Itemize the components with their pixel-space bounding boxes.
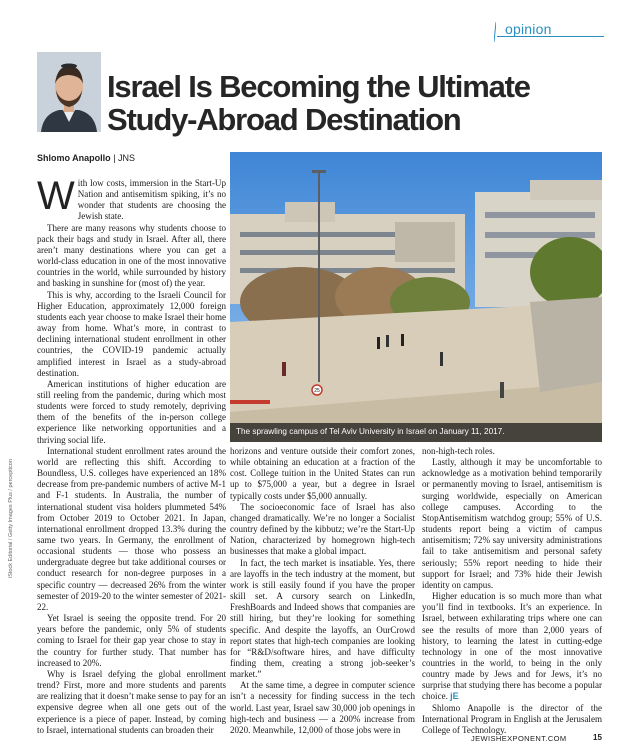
- paragraph-7: Why is Israel defying the global enrollment trend? First, more and more students and parents are realizing that it doesn’t make sense to pay for an expensive degree when all one gets out of the experience is a piece of paper. Instead, by coming to Israel, international students can broaden their: [37, 668, 226, 735]
- headline: [107, 70, 607, 136]
- speed-sign-number: 25: [314, 388, 320, 394]
- byline-author: Shlomo Anapollo: [37, 153, 111, 163]
- byline-outlet: JNS: [118, 153, 136, 163]
- paragraph-8: horizons and venture outside their comfort zones, while obtaining an education at a fraction of the cost. College tuition in the United States can run up to $75,000 a year, but a degree in Israel typically costs under $5,000 annually.: [230, 446, 415, 501]
- section-rule: [497, 36, 604, 37]
- footer-site[interactable]: JEWISHEXPONENT.COM: [471, 734, 567, 743]
- headline-line-2: Study-Abroad Destination: [107, 102, 461, 137]
- paragraph-13: Lastly, although it may be uncomfortable to acknowledge as a motivation behind temporarily or permanently moving to Israel, antisemitism is surging worldwide, especially on American college campuses. According to the StopAntisemitism watchdog group; 55% of U.S. students report being a victim of campus antisemitism; 72% say university administrations fail to take antisemitism and personal safety seriously; 55% report needing to hide their support for Israel; and 73% hide their Jewish identity on campus.: [422, 457, 602, 590]
- article-column-2: [230, 446, 415, 736]
- paragraph-11: At the same time, a degree in computer science isn’t a necessity for finding success in the tech world. Last year, Israel saw 30,000 job openings in high-tech and business — a 200% increase from 2020. Meanwhile, 12,000 of those jobs were in: [230, 680, 415, 735]
- headline-line-1: Israel Is Becoming the Ultimate: [107, 69, 530, 104]
- paragraph-4: American institutions of higher education are still reeling from the pandemic, during which most students were forced to study remotely, depriving them of the benefits of the in-person college experience like networking opportunities and a thriving social life.: [37, 378, 226, 445]
- byline-separator: |: [113, 153, 119, 163]
- article-column-3: [422, 446, 602, 736]
- photo-caption: The sprawling campus of Tel Aviv University in Israel on January 11, 2017.: [236, 427, 505, 436]
- byline: [37, 153, 135, 163]
- end-mark: jE: [450, 691, 459, 702]
- section-label: opinion: [505, 21, 552, 37]
- paragraph-10: In fact, the tech market is insatiable. Yes, there are layoffs in the tech industry at the moment, but work is still easily found if you have the proper skill set. A cursory search on LinkedIn, FreshBoards and Indeed shows that companies are still hiring, but they’re looking for something specific. And despite the layoffs, an OurCrowd report states that high-tech companies are looking for “R&D/software hires, and have difficulty finding them, creating a strong job-seeker’s market.”: [230, 557, 415, 680]
- paragraph-5: International student enrollment rates around the world are reflecting this shift. According to Boundless, U.S. colleges have experienced an 18% decrease from pre-pandemic numbers of active M-1 and F-1 students. In Australia, the number of international student visa holders plummeted 54% from October 2019 to October 2021. In Japan, international enrollment dropped 13.3% during the same two years. In Germany, the enrollment of occasional students — those who possess an undergraduate degree but take additional courses or conduct research for non-degree purposes in a specific country — decreased 26% from the winter semester of 2019-20 to the winter semester of 2021-22.: [37, 445, 226, 612]
- drop-cap: W: [37, 174, 75, 218]
- author-bio: Shlomo Anapolle is the director of the International Program in English at the Jerusalem College of Technology.: [422, 702, 602, 735]
- author-headshot: [37, 52, 101, 132]
- section-slash-mark: [494, 22, 496, 42]
- photo-credit: iStock Editorial / Getty Images Plus / percepticon: [8, 459, 14, 578]
- campus-photo: [230, 152, 602, 442]
- paragraph-1: With low costs, immersion in the Start-Up Nation and antisemitism spiking, it’s no wonder that students are choosing the Jewish state.: [37, 174, 226, 222]
- article-column-1: [37, 174, 226, 736]
- paragraph-9: The socioeconomic face of Israel has also changed dramatically. We’re no longer a Socialist country defined by the kibbutz; we’re the Start-Up Nation, characterized by homegrown high-tech businesses that make a global impact.: [230, 501, 415, 557]
- paragraph-6: Yet Israel is seeing the opposite trend. For 20 years before the pandemic, only 5% of students coming to Israel for their gap year chose to stay in the country for further study. That number has increased to 20%.: [37, 613, 226, 668]
- paragraph-3: This is why, according to the Israeli Council for Higher Education, approximately 12,000 foreign students each year choose to make Israel their home away from home. What’s more, in contrast to declining international student enrollment in other countries, the COVID-19 pandemic actually amplified interest in Israel as a study-abroad destination.: [37, 289, 226, 378]
- paragraph-12: non-high-tech roles.: [422, 446, 495, 456]
- paragraph-14: Higher education is so much more than what you’ll find in textbooks. It’s an experience. In Israel, between exhilarating trips where one can see the results of more than 2,000 years of history, to learning the latest in cutting-edge technology in one of the most innovative countries in the world, to being in the only country made by Jews and for Jews, it’s no surprise that studying there has become a popular choice. jE: [422, 591, 602, 702]
- page-number: 15: [593, 733, 602, 742]
- paragraph-2: There are many reasons why students choose to pack their bags and study in Israel. After all, there aren’t many destinations where you can get a world-class education in one of the most innovative countries in the world, while surrounded by history and basking in sunshine for (most of) the year.: [37, 222, 226, 289]
